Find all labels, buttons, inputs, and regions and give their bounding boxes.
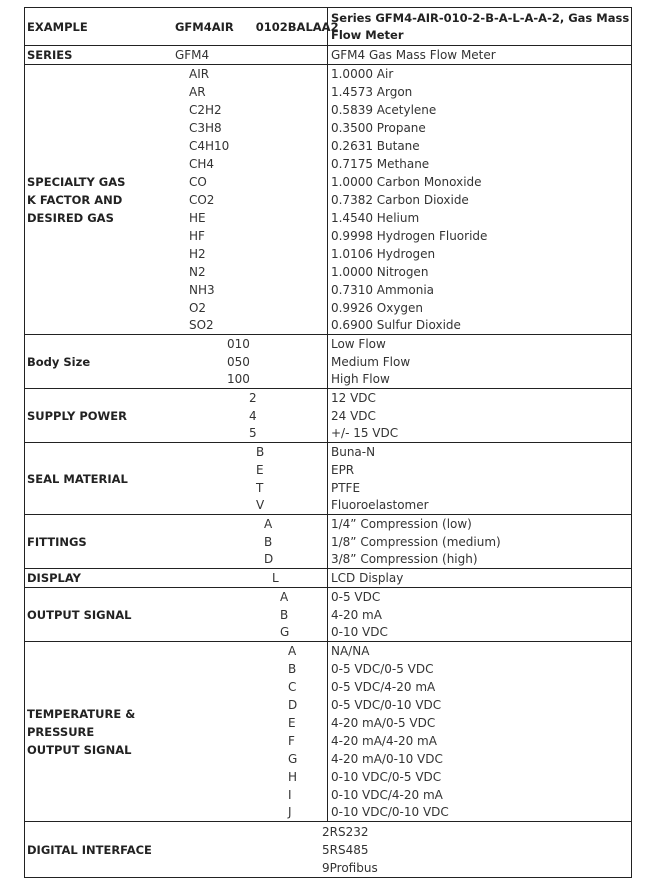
- group-label: [25, 443, 175, 515]
- option-code: AIR: [188, 66, 210, 81]
- option-code: C2H2: [188, 102, 222, 117]
- option-group-row: [25, 822, 632, 878]
- group-label-line: Body Size: [27, 354, 91, 369]
- option-description: 0.6900 Sulfur Dioxide: [327, 317, 631, 335]
- option-description: 0-5 VDC/0-5 VDC: [327, 660, 631, 678]
- series-code: GFM4: [174, 48, 210, 62]
- option-code: 5: [248, 426, 257, 441]
- option-description: 4-20 mA: [327, 606, 631, 624]
- option-code: N2: [188, 264, 206, 279]
- option-description: PTFE: [327, 479, 631, 497]
- option-description: 0.7382 Carbon Dioxide: [327, 191, 631, 209]
- option-description: NA/NA: [327, 642, 631, 660]
- option-code: C: [287, 679, 297, 694]
- option-description: Low Flow: [327, 335, 631, 353]
- option-description: RS232: [329, 824, 369, 839]
- option-description: +/- 15 VDC: [327, 425, 631, 443]
- group-label-line: TEMPERATURE &: [27, 706, 136, 721]
- option-code: B: [279, 607, 289, 622]
- option-row: [25, 389, 632, 407]
- option-description: 1.0000 Nitrogen: [327, 263, 631, 281]
- group-label-line: OUTPUT SIGNAL: [27, 742, 132, 757]
- group-label-line: PRESSURE: [27, 724, 95, 739]
- option-description: 12 VDC: [327, 389, 631, 407]
- option-description: 0.7310 Ammonia: [327, 281, 631, 299]
- option-code: L: [271, 571, 279, 585]
- option-code: C4H10: [188, 138, 230, 153]
- option-description: RS485: [329, 842, 369, 857]
- option-code: C3H8: [188, 120, 222, 135]
- option-row: [25, 569, 632, 588]
- option-code: D: [263, 552, 274, 567]
- group-label-line: SEAL MATERIAL: [27, 471, 128, 486]
- option-description: 0-10 VDC/4-20 mA: [327, 786, 631, 804]
- option-description: 24 VDC: [327, 407, 631, 425]
- option-description: 1.4540 Helium: [327, 209, 631, 227]
- option-row: [25, 642, 632, 660]
- group-label-line: DESIRED GAS: [27, 210, 114, 225]
- group-label-line: K FACTOR AND: [27, 192, 123, 207]
- option-code: E: [255, 462, 264, 477]
- option-code: CO: [188, 174, 207, 189]
- option-description: 4-20 mA/0-5 VDC: [327, 714, 631, 732]
- option-code: CO2: [188, 192, 215, 207]
- group-label: [25, 569, 175, 588]
- option-code: F: [287, 733, 295, 748]
- group-label-line: DISPLAY: [27, 571, 81, 585]
- group-label-line: DIGITAL INTERFACE: [27, 842, 152, 857]
- option-code: CH4: [188, 156, 215, 171]
- option-code: V: [255, 498, 265, 513]
- option-code: 050: [226, 354, 250, 369]
- option-description: 1.0106 Hydrogen: [327, 245, 631, 263]
- option-code: H: [287, 769, 298, 784]
- group-label: [25, 822, 175, 878]
- option-code: H2: [188, 246, 206, 261]
- option-code: T: [255, 480, 264, 495]
- example-row: [25, 8, 632, 46]
- series-row: [25, 46, 632, 65]
- option-description: 1/8” Compression (medium): [327, 533, 631, 551]
- option-description: 0.7175 Methane: [327, 155, 631, 173]
- group-label-line: OUTPUT SIGNAL: [27, 607, 132, 622]
- option-description: 0.9998 Hydrogen Fluoride: [327, 227, 631, 245]
- example-description: Series GFM4-AIR-010-2-B-A-L-A-A-2, Gas Mass Flow Meter: [327, 8, 631, 46]
- option-line: [175, 859, 631, 877]
- option-code: B: [255, 444, 265, 459]
- option-code: 4: [248, 408, 257, 423]
- option-code: O2: [188, 300, 207, 315]
- option-description: 0.3500 Propane: [327, 119, 631, 137]
- spec-table: [24, 7, 632, 878]
- option-code: 2: [321, 824, 330, 839]
- option-line: [175, 841, 631, 859]
- option-description: Fluoroelastomer: [327, 497, 631, 515]
- option-code: A: [263, 516, 273, 531]
- option-description: 0.5839 Acetylene: [327, 101, 631, 119]
- example-model-code: GFM4AIR: [174, 19, 234, 34]
- option-description: 0-10 VDC: [327, 624, 631, 642]
- option-description: 0.9926 Oxygen: [327, 299, 631, 317]
- option-description: Medium Flow: [327, 353, 631, 371]
- option-description: 1.0000 Carbon Monoxide: [327, 173, 631, 191]
- option-code: 2: [248, 390, 257, 405]
- option-description: 0-10 VDC/0-10 VDC: [327, 804, 631, 822]
- option-code: B: [263, 534, 273, 549]
- option-code: J: [287, 805, 292, 820]
- group-label: [25, 515, 175, 569]
- example-model-suffix: 0102BALAA2: [255, 19, 339, 34]
- option-code: D: [287, 697, 298, 712]
- option-code: SO2: [188, 318, 214, 333]
- group-label: [25, 588, 175, 642]
- option-row: [25, 335, 632, 353]
- option-code: HE: [188, 210, 206, 225]
- option-code: 9: [321, 860, 330, 875]
- option-code: 010: [226, 336, 250, 351]
- example-code-cell: [174, 8, 339, 46]
- option-code: 100: [226, 372, 250, 387]
- option-description: LCD Display: [327, 569, 631, 588]
- option-row: [25, 65, 632, 83]
- option-description: 4-20 mA/0-10 VDC: [327, 750, 631, 768]
- option-description: 0-5 VDC: [327, 588, 631, 606]
- group-label-line: FITTINGS: [27, 534, 87, 549]
- option-code: B: [287, 661, 297, 676]
- group-label: [25, 389, 175, 443]
- option-code: G: [279, 625, 290, 640]
- option-description: 0-5 VDC/0-10 VDC: [327, 696, 631, 714]
- option-description: 3/8” Compression (high): [327, 551, 631, 569]
- option-description: 1.4573 Argon: [327, 83, 631, 101]
- option-code: I: [287, 787, 292, 802]
- option-code: G: [287, 751, 298, 766]
- option-description: 1.0000 Air: [327, 65, 631, 83]
- option-code: 5: [321, 842, 330, 857]
- option-description: 0-5 VDC/4-20 mA: [327, 678, 631, 696]
- option-description: 0-10 VDC/0-5 VDC: [327, 768, 631, 786]
- option-row: [25, 588, 632, 606]
- option-code: A: [287, 643, 297, 658]
- option-description: 4-20 mA/4-20 mA: [327, 732, 631, 750]
- option-code: NH3: [188, 282, 215, 297]
- option-description: 1/4” Compression (low): [327, 515, 631, 533]
- option-row: [25, 515, 632, 533]
- option-description: Buna-N: [327, 443, 631, 461]
- option-code: E: [287, 715, 296, 730]
- option-description: High Flow: [327, 371, 631, 389]
- option-description: 0.2631 Butane: [327, 137, 631, 155]
- group-label-line: SPECIALTY GAS: [27, 174, 126, 189]
- option-description: Profibus: [329, 860, 378, 875]
- merged-option-cell: [175, 822, 632, 878]
- option-line: [175, 823, 631, 841]
- series-label: SERIES: [25, 46, 175, 65]
- option-code: AR: [188, 84, 206, 99]
- group-label: [25, 335, 175, 389]
- option-description: EPR: [327, 461, 631, 479]
- option-code: HF: [188, 228, 205, 243]
- option-row: [25, 443, 632, 461]
- group-label: [25, 642, 175, 822]
- series-description: GFM4 Gas Mass Flow Meter: [327, 46, 631, 65]
- group-label: [25, 65, 175, 335]
- example-label: EXAMPLE: [25, 8, 175, 46]
- option-code: A: [279, 589, 289, 604]
- group-label-line: SUPPLY POWER: [27, 408, 127, 423]
